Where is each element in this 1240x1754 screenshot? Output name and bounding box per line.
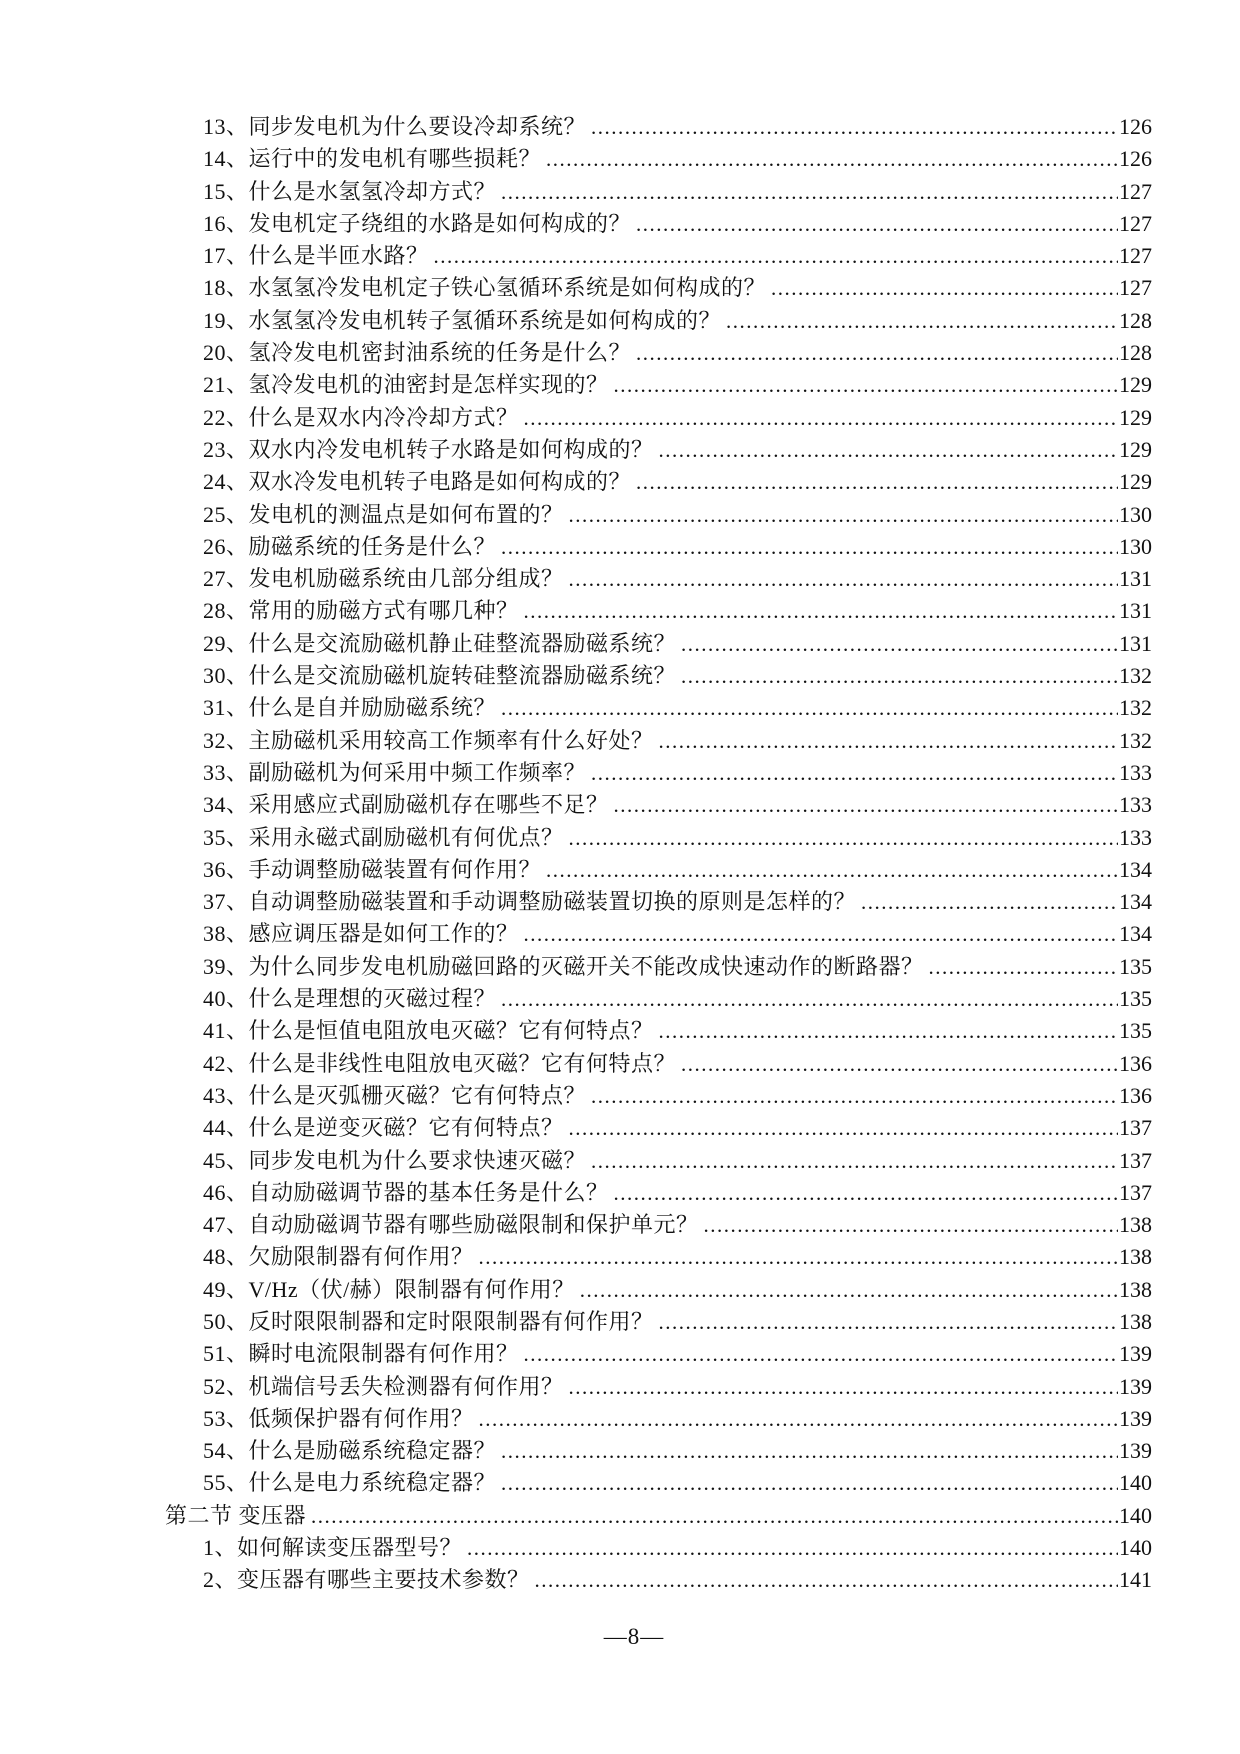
toc-entry-page: 130 xyxy=(1119,533,1152,559)
toc-dot-leader xyxy=(591,1080,1118,1112)
toc-entry-label: 44、什么是逆变灭磁？它有何特点？ xyxy=(203,1115,564,1141)
toc-dot-leader xyxy=(501,1467,1118,1499)
toc-entry-label: 14、运行中的发电机有哪些损耗？ xyxy=(203,146,542,172)
toc-dot-leader xyxy=(659,1306,1118,1338)
toc-dot-leader xyxy=(569,1112,1118,1144)
toc-dot-leader xyxy=(681,660,1118,692)
toc-entry-page: 136 xyxy=(1119,1050,1152,1076)
toc-entry-page: 138 xyxy=(1119,1276,1152,1302)
toc-entry-label: 1、如何解读变压器型号？ xyxy=(203,1535,463,1561)
toc-entry-label: 30、什么是交流励磁机旋转硅整流器励磁系统？ xyxy=(203,663,677,689)
toc-dot-leader xyxy=(591,757,1118,789)
toc-entry[interactable] xyxy=(165,1338,1152,1370)
toc-entry-label: 46、自动励磁调节器的基本任务是什么？ xyxy=(203,1179,609,1205)
toc-entry[interactable] xyxy=(165,466,1152,498)
toc-entry[interactable] xyxy=(165,1145,1152,1177)
toc-entry-page: 137 xyxy=(1119,1115,1152,1141)
toc-entry-page: 126 xyxy=(1119,114,1152,139)
toc-entry[interactable] xyxy=(165,1306,1152,1338)
toc-entry[interactable] xyxy=(165,628,1152,660)
toc-entry[interactable] xyxy=(165,1274,1152,1306)
toc-entry[interactable] xyxy=(165,822,1152,854)
toc-entry-label: 50、反时限限制器和定时限限制器有何作用？ xyxy=(203,1308,654,1334)
toc-entry-label: 40、什么是理想的灭磁过程？ xyxy=(203,986,497,1012)
toc-entry-label: 28、常用的励磁方式有哪几种？ xyxy=(203,598,519,624)
toc-entry[interactable] xyxy=(165,660,1152,692)
toc-dot-leader xyxy=(929,951,1118,983)
toc-entry-label: 52、机端信号丢失检测器有何作用？ xyxy=(203,1373,564,1399)
toc-entry[interactable] xyxy=(165,434,1152,466)
toc-dot-leader xyxy=(501,983,1118,1015)
toc-entry-page: 129 xyxy=(1119,469,1152,495)
toc-dot-leader xyxy=(501,1435,1118,1467)
toc-dot-leader xyxy=(479,1403,1118,1435)
toc-entry-page: 133 xyxy=(1119,824,1152,850)
toc-dot-leader xyxy=(636,337,1118,369)
toc-entry[interactable] xyxy=(165,595,1152,627)
toc-entry[interactable] xyxy=(165,1015,1152,1047)
toc-entry-label: 39、为什么同步发电机励磁回路的灭磁开关不能改成快速动作的断路器？ xyxy=(203,953,924,979)
toc-entry[interactable] xyxy=(165,337,1152,369)
toc-entry-label: 16、发电机定子绕组的水路是如何构成的？ xyxy=(203,210,632,236)
toc-entry-label: 55、什么是电力系统稳定器？ xyxy=(203,1470,497,1496)
toc-entry[interactable] xyxy=(165,1177,1152,1209)
toc-entry-page: 130 xyxy=(1119,501,1152,527)
toc-entry-label: 20、氢冷发电机密封油系统的任务是什么？ xyxy=(203,340,632,366)
toc-entry[interactable] xyxy=(165,143,1152,175)
toc-dot-leader xyxy=(569,563,1118,595)
toc-entry-page: 141 xyxy=(1119,1567,1152,1593)
toc-entry-page: 129 xyxy=(1119,404,1152,430)
toc-entry[interactable] xyxy=(165,1371,1152,1403)
toc-entry[interactable] xyxy=(165,563,1152,595)
toc-entry-label: 24、双水冷发电机转子电路是如何构成的？ xyxy=(203,469,632,495)
toc-entry[interactable] xyxy=(165,951,1152,983)
toc-entry[interactable] xyxy=(165,111,1152,143)
toc-entry[interactable] xyxy=(165,1241,1152,1273)
toc-dot-leader xyxy=(636,466,1118,498)
toc-entry-page: 135 xyxy=(1119,953,1152,979)
toc-entry[interactable] xyxy=(165,208,1152,240)
toc-dot-leader xyxy=(569,499,1118,531)
toc-entry-label: 47、自动励磁调节器有哪些励磁限制和保护单元？ xyxy=(203,1212,699,1238)
toc-dot-leader xyxy=(434,240,1118,272)
toc-dot-leader xyxy=(479,1241,1118,1273)
toc-dot-leader xyxy=(726,305,1118,337)
toc-entry-page: 132 xyxy=(1119,663,1152,689)
toc-entry-label: 31、什么是自并励励磁系统？ xyxy=(203,695,497,721)
toc-entry[interactable] xyxy=(165,789,1152,821)
toc-entry-label: 53、低频保护器有何作用？ xyxy=(203,1405,474,1431)
toc-entry-page: 139 xyxy=(1119,1373,1152,1399)
toc-dot-leader xyxy=(569,1371,1118,1403)
toc-entry-page: 134 xyxy=(1119,889,1152,915)
toc-dot-leader xyxy=(524,402,1118,434)
toc-entry-page: 133 xyxy=(1119,759,1152,785)
toc-dot-leader xyxy=(524,1338,1118,1370)
toc-dot-leader xyxy=(569,822,1118,854)
toc-entry[interactable] xyxy=(165,176,1152,208)
toc-dot-leader xyxy=(580,1274,1118,1306)
toc-entry-page: 138 xyxy=(1119,1244,1152,1270)
toc-entry[interactable] xyxy=(165,854,1152,886)
toc-dot-leader xyxy=(311,1500,1118,1532)
toc-dot-leader xyxy=(659,1015,1118,1047)
toc-dot-leader xyxy=(614,789,1118,821)
toc-entry[interactable] xyxy=(165,1435,1152,1467)
toc-entry-label: 43、什么是灭弧栅灭磁？它有何特点？ xyxy=(203,1082,587,1108)
toc-entry-label: 23、双水内冷发电机转子水路是如何构成的？ xyxy=(203,436,654,462)
page-footer xyxy=(0,1622,1240,1652)
toc-entry-label: 27、发电机励磁系统由几部分组成？ xyxy=(203,566,564,592)
toc-entry-page: 135 xyxy=(1119,1018,1152,1044)
toc-entry-label: 48、欠励限制器有何作用？ xyxy=(203,1244,474,1270)
toc-dot-leader xyxy=(524,595,1118,627)
toc-dot-leader xyxy=(704,1209,1118,1241)
toc-entry-page: 132 xyxy=(1119,727,1152,753)
toc-dot-leader xyxy=(501,692,1118,724)
table-of-contents xyxy=(165,111,1152,1597)
toc-entry-label: 25、发电机的测温点是如何布置的？ xyxy=(203,501,564,527)
toc-entry[interactable] xyxy=(165,1080,1152,1112)
toc-dot-leader xyxy=(681,628,1118,660)
toc-entry-label: 32、主励磁机采用较高工作频率有什么好处？ xyxy=(203,727,654,753)
toc-dot-leader xyxy=(614,369,1118,401)
toc-entry-label: 36、手动调整励磁装置有何作用？ xyxy=(203,856,542,882)
toc-entry-page: 134 xyxy=(1119,856,1152,882)
toc-entry-label: 38、感应调压器是如何工作的？ xyxy=(203,921,519,947)
toc-entry[interactable] xyxy=(165,757,1152,789)
toc-entry-page: 139 xyxy=(1119,1341,1152,1367)
toc-entry[interactable] xyxy=(165,369,1152,401)
toc-entry-page: 134 xyxy=(1119,921,1152,947)
toc-entry-label: 35、采用永磁式副励磁机有何优点？ xyxy=(203,824,564,850)
toc-dot-leader xyxy=(501,176,1118,208)
toc-entry[interactable] xyxy=(165,531,1152,563)
toc-entry-label: 13、同步发电机为什么要设冷却系统？ xyxy=(203,114,587,139)
toc-entry[interactable] xyxy=(165,725,1152,757)
toc-entry[interactable] xyxy=(165,692,1152,724)
toc-entry[interactable] xyxy=(165,918,1152,950)
toc-dot-leader xyxy=(614,1177,1118,1209)
toc-entry-page: 139 xyxy=(1119,1438,1152,1464)
toc-entry-page: 139 xyxy=(1119,1405,1152,1431)
toc-entry-label: 17、什么是半匝水路？ xyxy=(203,243,429,269)
toc-entry-page: 131 xyxy=(1119,566,1152,592)
toc-dot-leader xyxy=(535,1564,1118,1596)
toc-entry-label: 49、V/Hz（伏/赫）限制器有何作用？ xyxy=(203,1276,575,1302)
toc-entry-page: 132 xyxy=(1119,695,1152,721)
toc-entry-label: 18、水氢氢冷发电机定子铁心氢循环系统是如何构成的？ xyxy=(203,275,767,301)
toc-dot-leader xyxy=(501,531,1118,563)
toc-entry-page: 127 xyxy=(1119,243,1152,269)
toc-entry-page: 137 xyxy=(1119,1147,1152,1173)
toc-entry-label: 33、副励磁机为何采用中频工作频率？ xyxy=(203,759,587,785)
toc-entry[interactable] xyxy=(165,1532,1152,1564)
toc-entry-page: 137 xyxy=(1119,1179,1152,1205)
toc-entry-label: 42、什么是非线性电阻放电灭磁？它有何特点？ xyxy=(203,1050,677,1076)
toc-entry-label: 22、什么是双水内冷冷却方式？ xyxy=(203,404,519,430)
toc-entry-page: 131 xyxy=(1119,598,1152,624)
toc-entry[interactable] xyxy=(165,983,1152,1015)
toc-entry-label: 15、什么是水氢氢冷却方式？ xyxy=(203,178,497,204)
toc-dot-leader xyxy=(467,1532,1118,1564)
toc-entry[interactable] xyxy=(165,499,1152,531)
toc-entry[interactable] xyxy=(165,305,1152,337)
toc-entry-label: 51、瞬时电流限制器有何作用？ xyxy=(203,1341,519,1367)
toc-entry-page: 140 xyxy=(1119,1535,1152,1561)
toc-entry[interactable] xyxy=(165,402,1152,434)
footer-page-number: —8— xyxy=(603,1624,665,1649)
toc-entry[interactable] xyxy=(165,1564,1152,1596)
toc-entry[interactable] xyxy=(165,240,1152,272)
toc-entry[interactable] xyxy=(165,886,1152,918)
toc-entry-label: 26、励磁系统的任务是什么？ xyxy=(203,533,497,559)
toc-dot-leader xyxy=(546,854,1118,886)
toc-entry[interactable] xyxy=(165,272,1152,304)
toc-dot-leader xyxy=(591,111,1118,143)
toc-entry-page: 127 xyxy=(1119,178,1152,204)
toc-entry-page: 133 xyxy=(1119,792,1152,818)
toc-entry[interactable] xyxy=(165,1209,1152,1241)
toc-entry-label: 2、变压器有哪些主要技术参数？ xyxy=(203,1567,530,1593)
toc-entry-page: 138 xyxy=(1119,1212,1152,1238)
toc-dot-leader xyxy=(681,1048,1118,1080)
toc-entry-page: 131 xyxy=(1119,630,1152,656)
toc-entry-label: 29、什么是交流励磁机静止硅整流器励磁系统？ xyxy=(203,630,677,656)
toc-entry-label: 21、氢冷发电机的油密封是怎样实现的？ xyxy=(203,372,609,398)
toc-entry-label: 45、同步发电机为什么要求快速灭磁？ xyxy=(203,1147,587,1173)
toc-dot-leader xyxy=(524,918,1118,950)
toc-entry-label: 54、什么是励磁系统稳定器？ xyxy=(203,1438,497,1464)
toc-entry-label: 34、采用感应式副励磁机存在哪些不足？ xyxy=(203,792,609,818)
toc-entry-page: 138 xyxy=(1119,1308,1152,1334)
toc-entry-page: 140 xyxy=(1119,1502,1152,1528)
toc-entry[interactable] xyxy=(165,1112,1152,1144)
toc-entry-page: 127 xyxy=(1119,275,1152,301)
toc-entry[interactable] xyxy=(165,1500,1152,1532)
toc-entry-page: 129 xyxy=(1119,436,1152,462)
toc-dot-leader xyxy=(861,886,1118,918)
toc-entry[interactable] xyxy=(165,1403,1152,1435)
toc-entry-label: 19、水氢氢冷发电机转子氢循环系统是如何构成的？ xyxy=(203,307,722,333)
toc-entry-label: 41、什么是恒值电阻放电灭磁？它有何特点？ xyxy=(203,1018,654,1044)
toc-entry-page: 140 xyxy=(1119,1470,1152,1496)
toc-dot-leader xyxy=(659,434,1118,466)
toc-entry-page: 128 xyxy=(1119,340,1152,366)
toc-entry-label: 37、自动调整励磁装置和手动调整励磁装置切换的原则是怎样的？ xyxy=(203,889,857,915)
toc-entry-label: 第二节 变压器 xyxy=(165,1502,307,1528)
toc-entry[interactable] xyxy=(165,1467,1152,1499)
toc-entry-page: 136 xyxy=(1119,1082,1152,1108)
toc-dot-leader xyxy=(591,1145,1118,1177)
toc-entry-page: 126 xyxy=(1119,146,1152,172)
toc-entry-page: 135 xyxy=(1119,986,1152,1012)
toc-entry-page: 129 xyxy=(1119,372,1152,398)
toc-entry-page: 127 xyxy=(1119,210,1152,236)
toc-entry-page: 128 xyxy=(1119,307,1152,333)
toc-dot-leader xyxy=(546,143,1118,175)
toc-dot-leader xyxy=(636,208,1118,240)
toc-dot-leader xyxy=(659,725,1118,757)
toc-entry[interactable] xyxy=(165,1048,1152,1080)
toc-dot-leader xyxy=(771,272,1118,304)
